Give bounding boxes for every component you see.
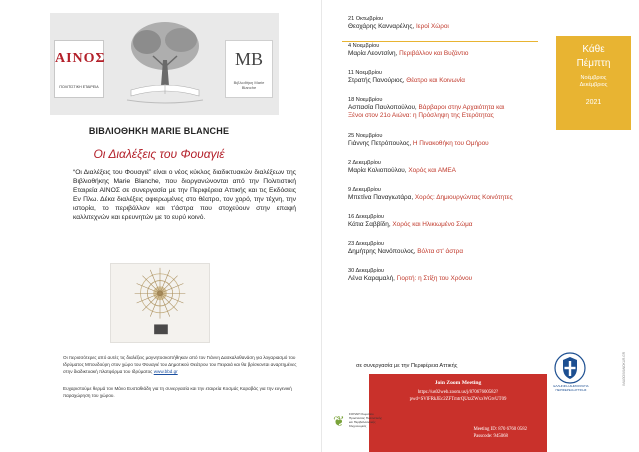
intro-paragraph: “Οι Διαλέξεις του Φουαγιέ” είναι ο νέος κύκλος διαδικτυακών διαλέξεων της Βιβλιοθήκης Marie Blanche, που διοργανώνονται από την Πολιτιστική Εταιρεία ΑΙΝΟΣ σε συνεργασία με την Περιφέρεια Αττικής και τις Εκδόσεις Εν Πλω. Δέκα διαλέξεις αφιερωμένες στο θέατρο, τον χορό, την τέχνη, την ιστορία, το περιβάλλον και τ'άστρα που στοχεύουν στην επαφή καλλιτεχνών και ερευνητών με το ευρύ κοινό. xyxy=(73,169,296,221)
emblem-caption: ΕΛΛΗΝΙΚΗ ΔΗΜΟΚΡΑΤΙΑ ΠΕΡΙΦΕΡΕΙΑ ΑΤΤΙΚΗΣ xyxy=(553,384,589,392)
lecture-schedule xyxy=(348,14,538,293)
chandelier-photo xyxy=(110,263,210,343)
entry-topic: Βόλτα στ' άστρα xyxy=(417,248,464,255)
tree-book-illustration xyxy=(117,16,213,112)
series-title: Οι Διαλέξεις του Φουαγιέ xyxy=(93,147,225,161)
zoom-title: Join Zoom Meeting xyxy=(434,380,482,386)
zoom-meeting-id: Meeting ID: 870 6760 0582 xyxy=(473,427,527,432)
ainos-logo-word: ΑΙΝΟΣ xyxy=(55,51,106,66)
zoom-url-line2[interactable]: pwd=SVlFRkJEc2ZFTmtrQUtzZWxxWGtvUT09 xyxy=(409,397,507,402)
entry-date: 21 Οκτωβρίου xyxy=(348,16,384,22)
thanks-note: Ευχαριστούμε θερμά τον Μάνο Ευσταθιάδη για τη συνεργασία και την εταιρεία Κοσμάς Καραβάς για την ευγενική παραχώρηση του χώρου. xyxy=(63,386,292,398)
library-title: ΒΙΒΛΙΟΘΗΚΗ MARIE BLANCHE xyxy=(88,126,230,136)
schedule-entry xyxy=(348,131,538,158)
schedule-entry xyxy=(348,266,538,293)
entry-date: 16 Δεκεμβρίου xyxy=(348,214,385,220)
entry-speaker: Θεοχάρης Κανναρέλης, xyxy=(348,23,415,30)
page-divider xyxy=(321,0,322,452)
entry-topic: Περιβάλλον και Βυζάντιο xyxy=(399,50,469,57)
weekly-thursday: Πέμπτη xyxy=(576,58,611,69)
entry-topic: Βάρβαροι στην Αρχαιότητα και xyxy=(418,104,505,111)
zoom-url-line1[interactable]: https://us02web.zoom.us/j/87067600582? xyxy=(417,390,499,395)
schedule-entry xyxy=(348,212,538,239)
entry-topic: Η Πινακοθήκη του Ομήρου xyxy=(412,140,489,147)
entry-topic: Χορός και Ηλικιωμένο Σώμα xyxy=(392,221,473,228)
entry-speaker: Δημήτρης Νανόπουλος, xyxy=(348,248,416,255)
sopaip-logo xyxy=(333,412,382,429)
recording-note-text: Οι περισσότερες από αυτές τις διαλέξεις μαγνητοσκοπήθηκαν από τον Γιάννη Δασκαλοθανάση για λογαριασμό του Ιδρύματος Μπουδούρη στον χώρο του Φουαγιέ του Δημοτικού Θεάτρου του Πειραιά και θα βρίσκονται αναρτημένες στην διαδικτυακή πλατφόρμα του Ιδρύματος xyxy=(63,355,297,374)
schedule-entry xyxy=(348,185,538,212)
entry-speaker: Ασπασία Παυλοπούλου, xyxy=(348,104,417,111)
schedule-entry xyxy=(348,158,538,185)
mb-monogram: MB xyxy=(234,49,263,69)
weekly-year: 2021 xyxy=(585,99,602,106)
entry-topic: Χορός και ΑΜΕΑ xyxy=(408,167,456,174)
entry-speaker: Λένα Καραμαλή, xyxy=(348,275,395,282)
entry-speaker: Μπετίνα Παναγιωτάρα, xyxy=(348,194,414,201)
schedule-entry xyxy=(348,41,538,68)
entry-topic: Θέατρο και Κοινωνία xyxy=(406,77,465,84)
zoom-url[interactable] xyxy=(369,389,547,403)
entry-speaker: Στρατής Πανούριος, xyxy=(348,77,405,84)
entry-date: 2 Δεκεμβρίου xyxy=(348,160,381,166)
marie-blanche-logo xyxy=(225,40,273,98)
greek-emblem-icon xyxy=(553,351,587,385)
schedule-entry xyxy=(348,95,538,131)
ainos-logo xyxy=(54,40,104,98)
entry-date: 4 Νοεμβρίου xyxy=(348,43,380,49)
zoom-meeting-info xyxy=(473,426,527,440)
zoom-passcode: Passcode: 945068 xyxy=(473,434,508,439)
entry-speaker: Κάτια Σαββίδη, xyxy=(348,221,391,228)
entry-speaker: Μαρία Λεοντσίνη, xyxy=(348,50,398,57)
schedule-entry xyxy=(348,14,538,41)
left-page xyxy=(0,0,318,452)
partner-text: σε συνεργασία με την Περιφέρεια Αττικής xyxy=(356,363,458,369)
entry-topic-continued: Ξένοι στον 21ο Αιώνα: η Πρόσληψη της Ετερότητας xyxy=(348,112,494,119)
entry-topic: Ιεροί Χώροι xyxy=(415,23,449,30)
entry-date: 9 Δεκεμβρίου xyxy=(348,187,381,193)
leaf-icon: ❦ xyxy=(333,413,345,429)
entry-date: 18 Νοεμβρίου xyxy=(348,97,383,103)
ainos-logo-subtitle: ΠΟΛΙΤΙΣΤΙΚΗ ΕΤΑΙΡΕΙΑ xyxy=(59,85,99,89)
entry-date: 25 Νοεμβρίου xyxy=(348,133,383,139)
mb-logo-subtitle: Βιβλιοθήκη Marie Blanche xyxy=(233,80,265,90)
entry-topic: Γιορτή: η Στίξη του Χρόνου xyxy=(396,275,473,282)
schedule-entry xyxy=(348,239,538,266)
entry-speaker: Γιάννης Πετρόπουλος, xyxy=(348,140,412,147)
bbd-link[interactable]: www.bbd.gr xyxy=(153,369,178,374)
sopaip-text: ΣΟΠΑΙΠ Σωματείο Προστασίας Πολιτιστικής και Περιβαλλοντικής Κληρονομιάς xyxy=(349,412,382,428)
entry-date: 11 Νοεμβρίου xyxy=(348,70,383,76)
schedule-entry xyxy=(348,68,538,95)
every-thursday-box xyxy=(556,36,631,130)
entry-date: 23 Δεκεμβρίου xyxy=(348,241,385,247)
entry-date: 30 Δεκεμβρίου xyxy=(348,268,385,274)
weekly-every: Κάθε xyxy=(582,44,605,55)
side-credit: IMAGO/IVANOKUR.GR xyxy=(622,352,626,386)
zoom-meeting-box xyxy=(369,374,547,452)
entry-topic: Χορός: Δημιουργώντας Κοινότητες xyxy=(414,194,513,201)
recording-note xyxy=(63,354,303,375)
weekly-months: Νοέμβριος Δεκέμβριος xyxy=(579,75,608,88)
entry-speaker: Μαρία Κολιοπούλου, xyxy=(348,167,407,174)
